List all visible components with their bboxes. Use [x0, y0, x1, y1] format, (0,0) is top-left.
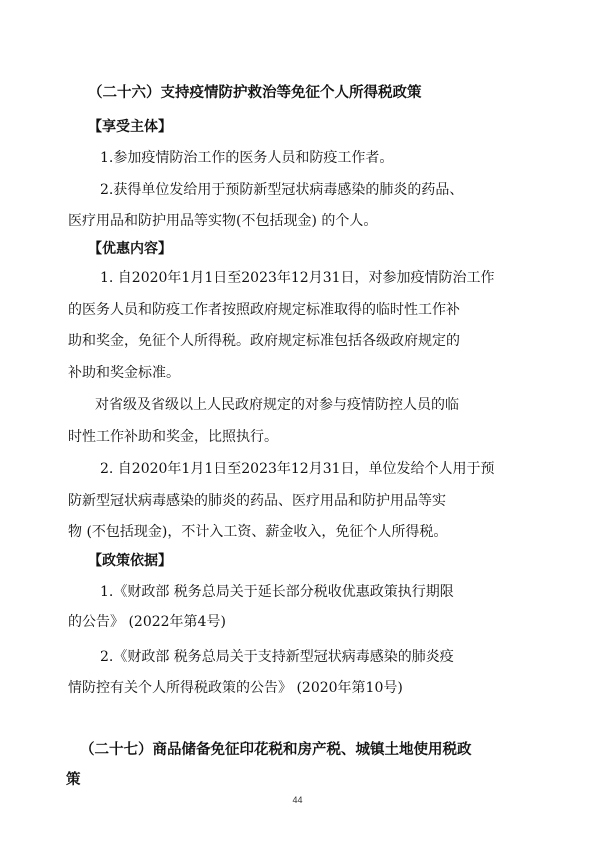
content-line: 对省级及省级以上人民政府规定的对参与疫情防控人员的临: [95, 397, 459, 413]
content-line: 助和奖金，免征个人所得税。政府规定标准包括各级政府规定的: [68, 333, 460, 349]
subject-item-1: 1.参加疫情防治工作的医务人员和防疫工作者。: [100, 150, 394, 166]
content-line: 的医务人员和防疫工作者按照政府规定标准取得的临时性工作补: [68, 302, 460, 318]
subject-title: 【享受主体】: [88, 119, 172, 135]
basis-title: 【政策依据】: [88, 553, 172, 569]
section-27-heading: （二十七）商品储备免征印花税和房产税、城镇土地使用税政: [80, 742, 472, 758]
content-line: 防新型冠状病毒感染的肺炎的药品、医疗用品和防护用品等实: [68, 493, 446, 509]
content-line: 补助和奖金标准。: [68, 365, 180, 381]
subject-item-2: 2.获得单位发给用于预防新型冠状病毒感染的肺炎的药品、: [100, 182, 464, 198]
basis-line: 2.《财政部 税务总局关于支持新型冠状病毒感染的肺炎疫: [100, 649, 454, 665]
content-title: 【优惠内容】: [88, 241, 172, 257]
content-line: 时性工作补助和奖金，比照执行。: [68, 429, 278, 445]
section-26-heading: （二十六）支持疫情防护救治等免征个人所得税政策: [88, 85, 422, 101]
content-line: 2. 自2020年1月1日至2023年12月31日，单位发给个人用于预: [100, 461, 495, 477]
content-line: 1. 自2020年1月1日至2023年12月31日，对参加疫情防治工作: [100, 270, 495, 286]
basis-line: 的公告》 (2022年第4号): [68, 614, 226, 630]
basis-line: 情防控有关个人所得税政策的公告》 (2020年第10号): [68, 680, 403, 696]
content-line: 物 (不包括现金)，不计入工资、薪金收入，免征个人所得税。: [68, 524, 448, 540]
section-27-heading-cont: 策: [66, 772, 81, 788]
basis-line: 1.《财政部 税务总局关于延长部分税收优惠政策执行期限: [100, 584, 454, 600]
subject-item-2-cont: 医疗用品和防护用品等实物(不包括现金) 的个人。: [68, 213, 378, 229]
page-number: 44: [292, 795, 303, 805]
